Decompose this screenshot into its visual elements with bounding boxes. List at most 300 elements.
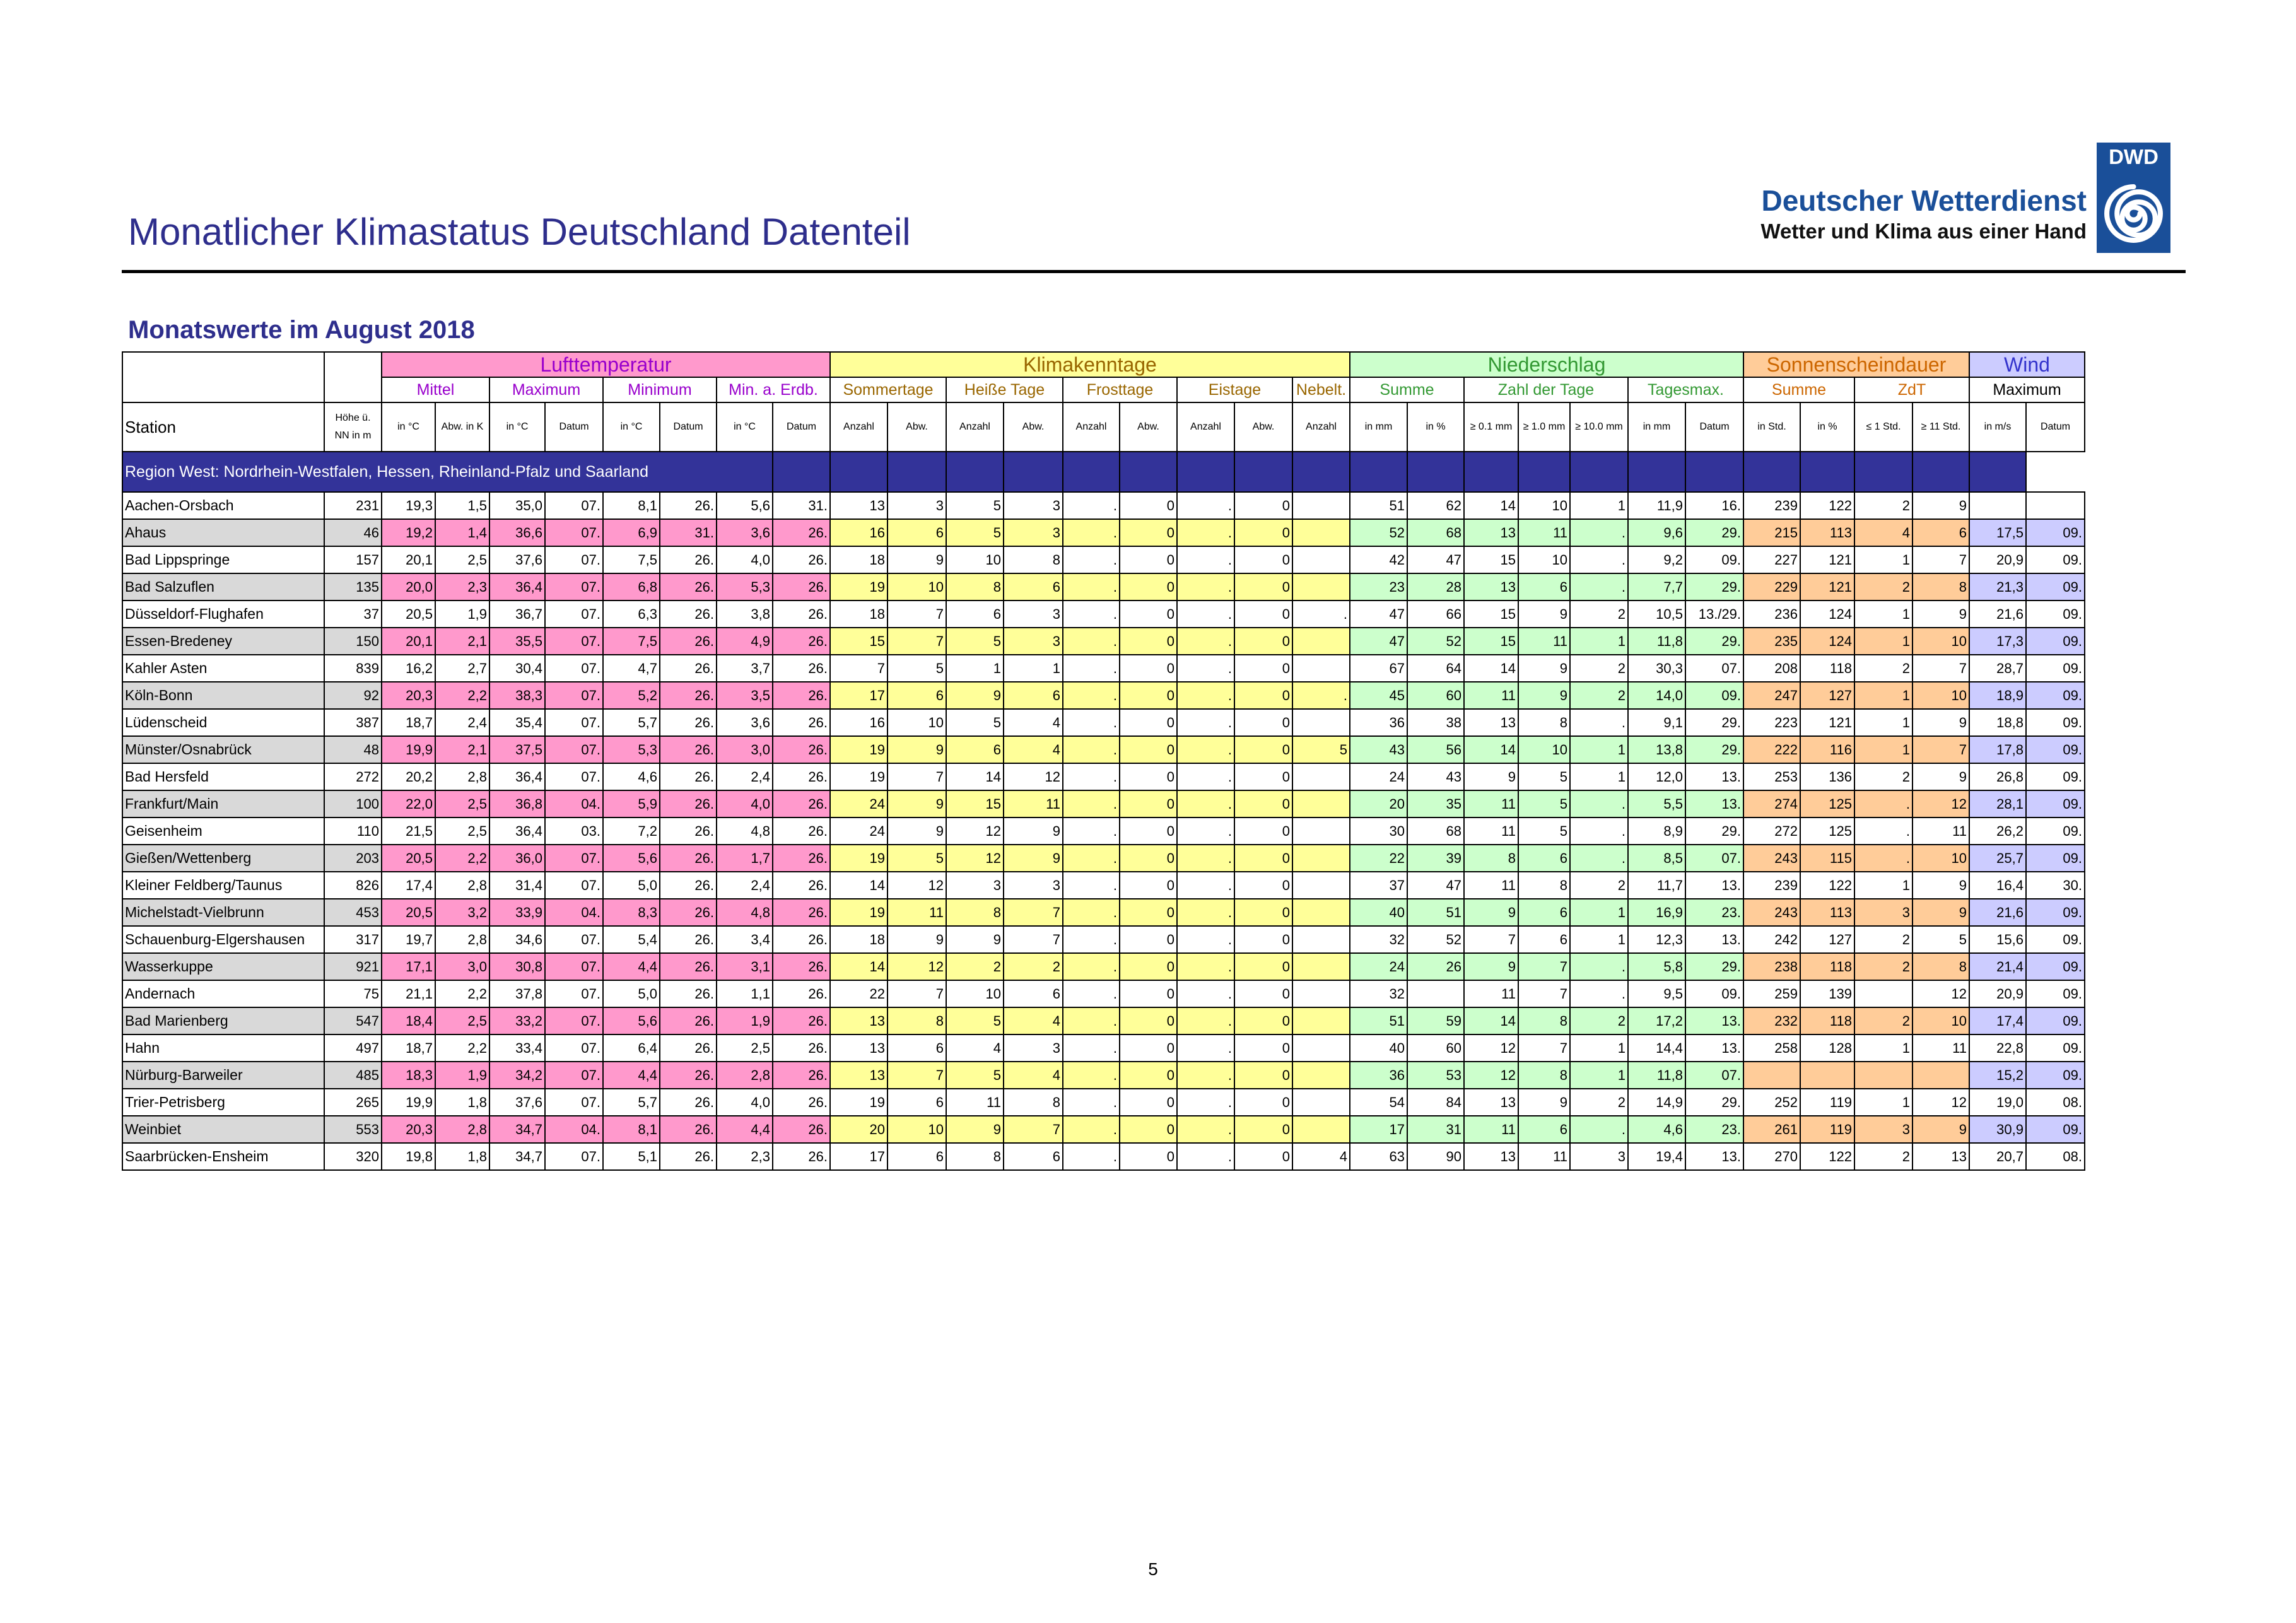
- table-cell: 09.: [2026, 899, 2085, 926]
- table-cell: 124: [1800, 601, 1854, 628]
- table-cell: 26.: [773, 790, 830, 817]
- table-cell: 26.: [773, 926, 830, 953]
- table-cell: 2: [1854, 953, 1912, 980]
- table-cell: 2: [946, 953, 1004, 980]
- table-cell: 5,6: [603, 1007, 660, 1034]
- table-cell: 26.: [660, 1089, 717, 1116]
- table-cell: 20,3: [382, 1116, 435, 1143]
- table-cell: 29.: [1685, 628, 1743, 655]
- subgroup-header: Tagesmax.: [1628, 377, 1743, 402]
- table-cell: 113: [1800, 899, 1854, 926]
- table-cell: 9: [946, 926, 1004, 953]
- table-cell: 19,4: [1628, 1143, 1685, 1170]
- table-cell: 14: [1464, 1007, 1518, 1034]
- table-cell: 5,6: [717, 492, 773, 519]
- table-cell: 2: [1570, 682, 1628, 709]
- table-cell: [1292, 980, 1350, 1007]
- table-cell: .: [1063, 953, 1120, 980]
- table-cell: 0: [1234, 980, 1292, 1007]
- table-cell: 5: [887, 655, 946, 682]
- table-cell: 26.: [773, 655, 830, 682]
- table-cell: .: [1063, 1116, 1120, 1143]
- table-cell: 13: [1464, 1143, 1518, 1170]
- table-cell: 6: [1004, 682, 1063, 709]
- table-cell: 47: [1407, 872, 1464, 899]
- region-cell: [1350, 452, 1407, 492]
- table-cell: .: [1854, 790, 1912, 817]
- table-cell: 26.: [773, 763, 830, 790]
- table-cell: 18,7: [382, 709, 435, 736]
- table-cell: [1292, 872, 1350, 899]
- table-cell: 24: [1350, 763, 1407, 790]
- table-cell: 15: [1464, 601, 1518, 628]
- table-cell: 51: [1407, 899, 1464, 926]
- table-cell: [1292, 573, 1350, 601]
- table-cell: 26.: [773, 817, 830, 845]
- table-cell: 14: [1464, 736, 1518, 763]
- table-cell: 62: [1407, 492, 1464, 519]
- logo-tagline: Wetter und Klima aus einer Hand: [1760, 220, 2087, 243]
- table-cell: [1292, 709, 1350, 736]
- table-cell: 252: [1743, 1089, 1800, 1116]
- table-cell: 29.: [1685, 1089, 1743, 1116]
- table-cell: 4,8: [717, 899, 773, 926]
- table-cell: 317: [324, 926, 382, 953]
- column-unit-label: Höhe ü. NN in m: [324, 402, 382, 452]
- table-cell: 36,6: [489, 519, 545, 546]
- table-cell: 0: [1120, 682, 1177, 709]
- table-cell: 36,8: [489, 790, 545, 817]
- table-cell: 235: [1743, 628, 1800, 655]
- subgroup-header: ZdT: [1854, 377, 1969, 402]
- table-cell: 26.: [773, 519, 830, 546]
- table-cell: 110: [324, 817, 382, 845]
- table-cell: 7: [1004, 1116, 1063, 1143]
- table-cell: 37: [1350, 872, 1407, 899]
- table-cell: 5: [1518, 817, 1570, 845]
- table-cell: 28,7: [1969, 655, 2026, 682]
- table-cell: 04.: [545, 1116, 603, 1143]
- table-cell: 1: [946, 655, 1004, 682]
- table-cell: 0: [1234, 546, 1292, 573]
- table-cell: 43: [1350, 736, 1407, 763]
- table-cell: 09.: [2026, 601, 2085, 628]
- table-row: [122, 628, 2085, 655]
- table-cell: 20,2: [382, 763, 435, 790]
- table-cell: 13: [1464, 709, 1518, 736]
- table-cell: 4: [1292, 1143, 1350, 1170]
- table-cell: 63: [1350, 1143, 1407, 1170]
- table-cell: 3: [1004, 601, 1063, 628]
- dwd-spiral-icon: [2102, 182, 2165, 245]
- table-cell: 9: [1004, 845, 1063, 872]
- table-cell: 26.: [660, 546, 717, 573]
- table-cell: 12: [946, 817, 1004, 845]
- table-cell: 47: [1350, 628, 1407, 655]
- region-cell: [1063, 452, 1120, 492]
- table-cell: 0: [1120, 601, 1177, 628]
- group-header: Niederschlag: [1350, 352, 1743, 377]
- table-cell: 09.: [2026, 763, 2085, 790]
- table-cell: [1743, 1062, 1800, 1089]
- table-cell: [1854, 980, 1912, 1007]
- station-name: Nürburg-Barweiler: [122, 1062, 324, 1089]
- subgroup-header: Mittel: [382, 377, 489, 402]
- table-cell: 7,5: [603, 546, 660, 573]
- group-header: Klimakenntage: [830, 352, 1350, 377]
- station-name: Wasserkuppe: [122, 953, 324, 980]
- table-cell: 1: [1570, 1062, 1628, 1089]
- table-cell: 33,9: [489, 899, 545, 926]
- table-cell: 07.: [545, 519, 603, 546]
- table-cell: 09.: [2026, 926, 2085, 953]
- table-cell: 26.: [660, 872, 717, 899]
- table-cell: 09.: [2026, 655, 2085, 682]
- table-cell: 10: [1518, 492, 1570, 519]
- column-unit-label: in m/s: [1969, 402, 2026, 452]
- table-cell: .: [1063, 546, 1120, 573]
- table-cell: 0: [1234, 1034, 1292, 1062]
- table-cell: 20,1: [382, 628, 435, 655]
- table-cell: 15: [946, 790, 1004, 817]
- table-cell: 9,5: [1628, 980, 1685, 1007]
- table-cell: 2,1: [435, 736, 489, 763]
- table-cell: 04.: [545, 899, 603, 926]
- table-cell: 26.: [773, 980, 830, 1007]
- table-cell: 19: [830, 845, 887, 872]
- table-cell: 30,8: [489, 953, 545, 980]
- table-cell: 1,9: [435, 1062, 489, 1089]
- table-cell: 3,2: [435, 899, 489, 926]
- table-cell: .: [1063, 709, 1120, 736]
- table-cell: 26: [1407, 953, 1464, 980]
- table-row: [122, 1062, 2085, 1089]
- table-cell: 7: [1518, 1034, 1570, 1062]
- table-cell: 2,2: [435, 845, 489, 872]
- table-cell: 7: [1004, 899, 1063, 926]
- table-cell: 0: [1120, 1062, 1177, 1089]
- table-cell: 26.: [773, 682, 830, 709]
- table-cell: [2026, 492, 2085, 519]
- table-cell: 6,4: [603, 1034, 660, 1062]
- table-cell: 242: [1743, 926, 1800, 953]
- table-cell: 14,4: [1628, 1034, 1685, 1062]
- table-cell: 9: [1912, 601, 1969, 628]
- table-cell: 13: [830, 1034, 887, 1062]
- table-cell: .: [1570, 980, 1628, 1007]
- table-cell: 19,9: [382, 736, 435, 763]
- table-cell: 37: [324, 601, 382, 628]
- table-cell: 9: [1518, 1089, 1570, 1116]
- table-cell: 0: [1120, 546, 1177, 573]
- table-cell: 15: [1464, 546, 1518, 573]
- table-cell: 1,7: [717, 845, 773, 872]
- table-cell: 4,0: [717, 1089, 773, 1116]
- table-cell: 4,7: [603, 655, 660, 682]
- table-cell: [1854, 1062, 1912, 1089]
- table-cell: [1292, 1089, 1350, 1116]
- table-cell: 13: [1464, 519, 1518, 546]
- table-cell: 26.: [773, 601, 830, 628]
- table-cell: 1: [1854, 601, 1912, 628]
- table-row: [122, 601, 2085, 628]
- table-cell: 3: [1004, 628, 1063, 655]
- table-cell: 1: [1854, 1034, 1912, 1062]
- table-cell: 0: [1120, 628, 1177, 655]
- table-cell: 6: [1518, 573, 1570, 601]
- table-cell: 2,5: [435, 546, 489, 573]
- table-cell: 10: [887, 1116, 946, 1143]
- table-cell: 0: [1120, 736, 1177, 763]
- table-cell: 9: [1518, 601, 1570, 628]
- table-cell: 7,5: [603, 628, 660, 655]
- table-cell: 6: [946, 736, 1004, 763]
- table-cell: 64: [1407, 655, 1464, 682]
- table-cell: .: [1570, 817, 1628, 845]
- table-row: [122, 1116, 2085, 1143]
- table-cell: 2: [1570, 872, 1628, 899]
- table-cell: 16,4: [1969, 872, 2026, 899]
- table-cell: 9: [887, 926, 946, 953]
- table-cell: 46: [324, 519, 382, 546]
- table-cell: 16.: [1685, 492, 1743, 519]
- table-cell: 0: [1120, 1089, 1177, 1116]
- page-title: Monatlicher Klimastatus Deutschland Datenteil: [128, 211, 911, 253]
- table-cell: 13.: [1685, 1007, 1743, 1034]
- table-cell: .: [1063, 1143, 1120, 1170]
- table-cell: 19: [830, 573, 887, 601]
- table-cell: 08.: [2026, 1143, 2085, 1170]
- table-row: [122, 492, 2085, 519]
- table-cell: 38: [1407, 709, 1464, 736]
- table-cell: 10: [1912, 682, 1969, 709]
- table-row: [122, 953, 2085, 980]
- table-cell: 3,4: [717, 926, 773, 953]
- table-cell: 8: [946, 899, 1004, 926]
- table-cell: 45: [1350, 682, 1407, 709]
- table-cell: 07.: [545, 845, 603, 872]
- table-cell: 07.: [545, 1062, 603, 1089]
- subgroup-header: Heiße Tage: [946, 377, 1063, 402]
- table-cell: 6: [1004, 573, 1063, 601]
- station-name: Michelstadt-Vielbrunn: [122, 899, 324, 926]
- table-cell: 0: [1234, 845, 1292, 872]
- table-cell: 26.: [660, 492, 717, 519]
- table-cell: 2: [1570, 1089, 1628, 1116]
- table-cell: 08.: [2026, 1089, 2085, 1116]
- table-cell: 3: [887, 492, 946, 519]
- station-name: Saarbrücken-Ensheim: [122, 1143, 324, 1170]
- table-cell: 122: [1800, 492, 1854, 519]
- table-cell: 0: [1120, 1143, 1177, 1170]
- table-cell: 5,7: [603, 709, 660, 736]
- table-cell: 2,4: [717, 763, 773, 790]
- table-cell: 1: [1854, 546, 1912, 573]
- table-cell: 7: [887, 628, 946, 655]
- table-cell: 12,0: [1628, 763, 1685, 790]
- table-cell: 121: [1800, 546, 1854, 573]
- table-cell: 13./29.: [1685, 601, 1743, 628]
- table-cell: 24: [830, 817, 887, 845]
- table-cell: .: [1570, 845, 1628, 872]
- region-cell: [1969, 452, 2026, 492]
- table-cell: 0: [1234, 682, 1292, 709]
- table-cell: 3,8: [717, 601, 773, 628]
- table-cell: 239: [1743, 492, 1800, 519]
- region-cell: [1177, 452, 1234, 492]
- table-cell: 29.: [1685, 736, 1743, 763]
- table-cell: 2,3: [717, 1143, 773, 1170]
- table-cell: 7,2: [603, 817, 660, 845]
- table-cell: 13,8: [1628, 736, 1685, 763]
- table-cell: 2,8: [435, 763, 489, 790]
- station-name: Hahn: [122, 1034, 324, 1062]
- table-cell: 0: [1234, 736, 1292, 763]
- table-cell: 20,9: [1969, 546, 2026, 573]
- column-unit-label: Datum: [2026, 402, 2085, 452]
- table-cell: 9: [887, 736, 946, 763]
- table-cell: 26.: [773, 709, 830, 736]
- region-cell: [773, 452, 830, 492]
- table-cell: .: [1177, 736, 1234, 763]
- table-cell: 222: [1743, 736, 1800, 763]
- table-cell: 43: [1407, 763, 1464, 790]
- table-cell: .: [1570, 1116, 1628, 1143]
- table-cell: 9: [1004, 817, 1063, 845]
- table-cell: 2,2: [435, 980, 489, 1007]
- region-row: [122, 452, 2085, 492]
- table-cell: 0: [1120, 1007, 1177, 1034]
- table-cell: 18: [830, 926, 887, 953]
- table-cell: 10: [887, 573, 946, 601]
- table-cell: .: [1177, 1089, 1234, 1116]
- column-unit-label: in °C: [382, 402, 435, 452]
- table-cell: 09.: [2026, 682, 2085, 709]
- table-cell: .: [1177, 953, 1234, 980]
- table-cell: 253: [1743, 763, 1800, 790]
- table-cell: 68: [1407, 817, 1464, 845]
- table-cell: 5,5: [1628, 790, 1685, 817]
- table-cell: 4,4: [603, 953, 660, 980]
- table-cell: 5,0: [603, 980, 660, 1007]
- table-cell: .: [1177, 872, 1234, 899]
- table-cell: 17,3: [1969, 628, 2026, 655]
- table-cell: 11,8: [1628, 1062, 1685, 1089]
- table-cell: 26.: [773, 573, 830, 601]
- table-cell: .: [1570, 953, 1628, 980]
- table-cell: 26.: [773, 546, 830, 573]
- table-cell: 0: [1120, 872, 1177, 899]
- table-cell: 6: [1004, 980, 1063, 1007]
- table-cell: 118: [1800, 953, 1854, 980]
- table-cell: 12: [1912, 790, 1969, 817]
- table-row: [122, 817, 2085, 845]
- table-row: [122, 519, 2085, 546]
- table-cell: 5,7: [603, 1089, 660, 1116]
- table-row: [122, 845, 2085, 872]
- table-cell: 3,5: [717, 682, 773, 709]
- table-cell: 2: [1854, 763, 1912, 790]
- table-cell: 9: [1464, 953, 1518, 980]
- table-cell: 36,4: [489, 573, 545, 601]
- table-cell: 5,4: [603, 926, 660, 953]
- table-cell: 118: [1800, 1007, 1854, 1034]
- table-cell: 09.: [2026, 1007, 2085, 1034]
- table-cell: 14: [946, 763, 1004, 790]
- table-cell: 9: [946, 682, 1004, 709]
- region-cell: [1685, 452, 1743, 492]
- table-cell: 29.: [1685, 817, 1743, 845]
- table-cell: 4,8: [717, 817, 773, 845]
- table-cell: 9: [1464, 763, 1518, 790]
- region-cell: [1570, 452, 1628, 492]
- table-cell: 0: [1234, 790, 1292, 817]
- station-name: Andernach: [122, 980, 324, 1007]
- table-row: [122, 655, 2085, 682]
- table-cell: 2,5: [435, 1007, 489, 1034]
- table-cell: .: [1570, 709, 1628, 736]
- table-cell: [1292, 519, 1350, 546]
- table-cell: 26.: [660, 628, 717, 655]
- table-cell: 26.: [660, 655, 717, 682]
- column-unit-label: in °C: [489, 402, 545, 452]
- table-cell: 09.: [2026, 546, 2085, 573]
- table-cell: 0: [1234, 817, 1292, 845]
- table-cell: 07.: [545, 926, 603, 953]
- table-cell: 21,5: [382, 817, 435, 845]
- logo-name: Deutscher Wetterdienst: [1761, 184, 2087, 217]
- table-cell: 3: [1854, 899, 1912, 926]
- table-cell: 0: [1234, 1062, 1292, 1089]
- region-cell: [946, 452, 1004, 492]
- table-cell: 8: [1518, 1062, 1570, 1089]
- table-cell: 6: [887, 1034, 946, 1062]
- table-cell: 10,5: [1628, 601, 1685, 628]
- table-cell: 35,0: [489, 492, 545, 519]
- table-cell: .: [1292, 682, 1350, 709]
- table-cell: 67: [1350, 655, 1407, 682]
- table-cell: 121: [1800, 573, 1854, 601]
- table-cell: 40: [1350, 899, 1407, 926]
- table-cell: 4,0: [717, 790, 773, 817]
- table-cell: 07.: [545, 1089, 603, 1116]
- table-cell: 52: [1350, 519, 1407, 546]
- table-cell: 122: [1800, 872, 1854, 899]
- table-row: [122, 790, 2085, 817]
- table-cell: [1292, 628, 1350, 655]
- table-cell: 36,4: [489, 817, 545, 845]
- table-cell: 19: [830, 899, 887, 926]
- table-cell: 34,7: [489, 1143, 545, 1170]
- group-header: Lufttemperatur: [382, 352, 830, 377]
- table-cell: 4: [1004, 1062, 1063, 1089]
- table-cell: 26.: [773, 953, 830, 980]
- table-cell: 11: [1518, 1143, 1570, 1170]
- table-cell: 116: [1800, 736, 1854, 763]
- table-cell: 26.: [660, 573, 717, 601]
- table-cell: 0: [1234, 709, 1292, 736]
- table-cell: 9,2: [1628, 546, 1685, 573]
- table-cell: 09.: [2026, 1116, 2085, 1143]
- table-cell: 1: [1004, 655, 1063, 682]
- table-cell: 258: [1743, 1034, 1800, 1062]
- region-cell: [1854, 452, 1912, 492]
- table-cell: 20,3: [382, 682, 435, 709]
- header-rule: [122, 270, 2186, 273]
- table-cell: 8: [1518, 709, 1570, 736]
- table-cell: 387: [324, 709, 382, 736]
- table-cell: 15,2: [1969, 1062, 2026, 1089]
